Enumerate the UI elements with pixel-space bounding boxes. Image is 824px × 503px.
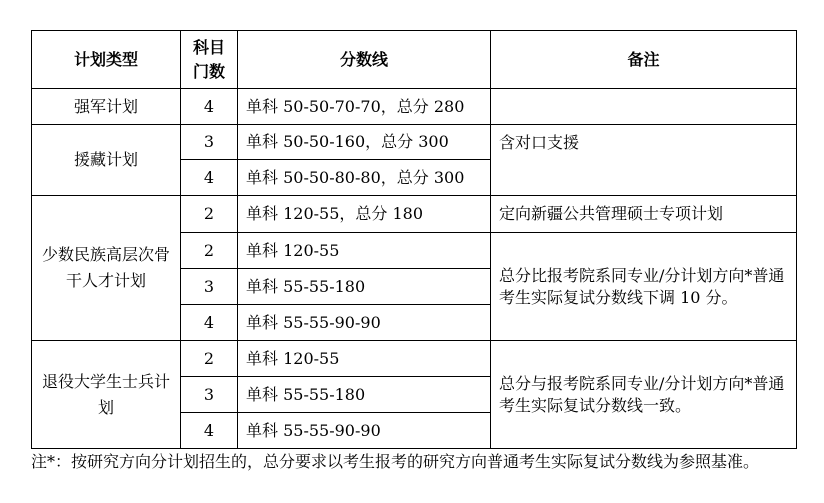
- table-row: [32, 125, 797, 160]
- score-cell: 单科 120-55: [238, 341, 491, 377]
- remark-cell: 定向新疆公共管理硕士专项计划: [491, 196, 797, 233]
- score-cell: 单科 55-55-90-90: [238, 305, 491, 341]
- remark-cell: 总分比报考院系同专业/分计划方向*普通考生实际复试分数线下调 10 分。: [491, 233, 797, 341]
- plan-type-cell: [32, 341, 181, 449]
- table-row: [32, 89, 797, 125]
- subjects-cell: 3: [181, 377, 238, 413]
- score-cell: 单科 55-55-180: [238, 377, 491, 413]
- header-plan-type: 计划类型: [32, 31, 181, 89]
- header-row: [32, 31, 797, 89]
- plan-type-cell: 强军计划: [32, 89, 181, 125]
- header-subjects: [181, 31, 238, 89]
- subjects-cell: 4: [181, 89, 238, 125]
- score-cell: 单科 50-50-80-80，总分 300: [238, 160, 491, 196]
- subjects-cell: 2: [181, 341, 238, 377]
- subjects-cell: 4: [181, 305, 238, 341]
- subjects-cell: 3: [181, 269, 238, 305]
- plan-type-cell: 援藏计划: [32, 125, 181, 196]
- table-row: [32, 196, 797, 233]
- plan-type-cell: [32, 196, 181, 341]
- plan-type-text: 少数民族高层次骨干人才计划: [41, 245, 170, 290]
- score-cell: 单科 55-55-90-90: [238, 413, 491, 449]
- footnote: 注*：按研究方向分计划招生的，总分要求以考生报考的研究方向普通考生实际复试分数线为参照基准。: [31, 452, 760, 471]
- subjects-cell: 4: [181, 413, 238, 449]
- subjects-cell: 4: [181, 160, 238, 196]
- subjects-cell: 2: [181, 196, 238, 233]
- header-score-line: 分数线: [238, 31, 491, 89]
- remark-cell: [491, 89, 797, 125]
- score-table: [31, 30, 797, 449]
- remark-cell: [491, 125, 797, 196]
- score-cell: 单科 50-50-160，总分 300: [238, 125, 491, 160]
- subjects-cell: 2: [181, 233, 238, 269]
- score-cell: 单科 50-50-70-70，总分 280: [238, 89, 491, 125]
- header-subjects-text: 科目门数: [192, 37, 225, 81]
- header-remarks: 备注: [491, 31, 797, 89]
- remark-cell: 总分与报考院系同专业/分计划方向*普通考生实际复试分数线一致。: [491, 341, 797, 449]
- plan-type-text: 退役大学生士兵计划: [41, 371, 170, 417]
- score-cell: 单科 120-55，总分 180: [238, 196, 491, 233]
- score-cell: 单科 120-55: [238, 233, 491, 269]
- score-cell: 单科 55-55-180: [238, 269, 491, 305]
- remark-text: 含对口支援: [499, 133, 580, 152]
- table-row: [32, 341, 797, 377]
- subjects-cell: 3: [181, 125, 238, 160]
